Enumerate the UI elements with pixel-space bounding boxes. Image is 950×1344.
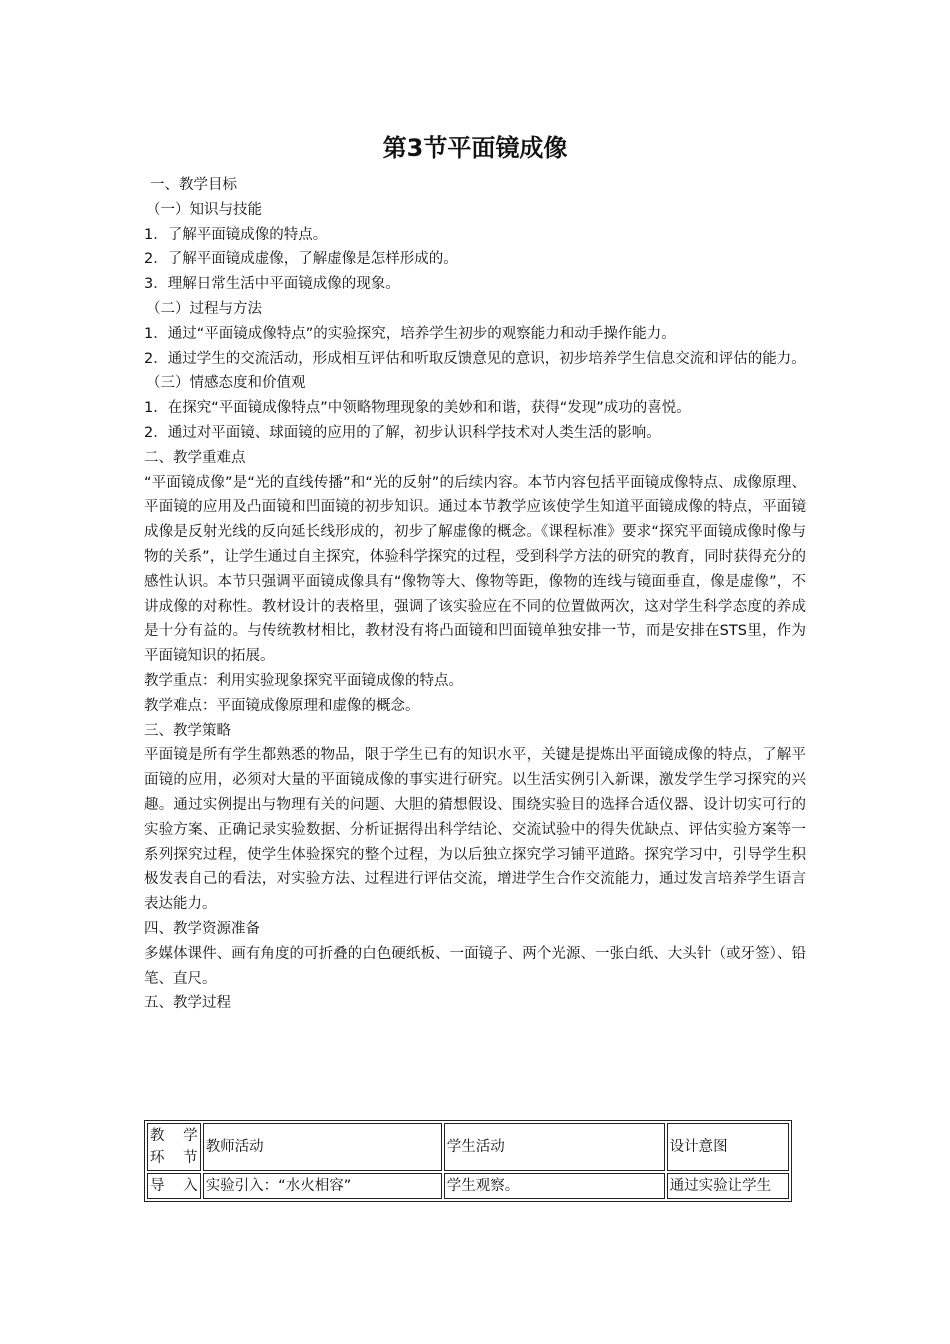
subheading-attitude: （三）情感态度和价值观 [146, 375, 306, 392]
subheading-knowledge: （一）知识与技能 [146, 201, 262, 218]
section-heading-objectives: 一、教学目标 [150, 177, 237, 193]
table-header-cell [147, 1123, 201, 1171]
document-title: 第3节平面镜成像 [382, 134, 568, 162]
table-cell: 通过实验让学生 [667, 1173, 789, 1199]
document-body [144, 173, 806, 1016]
paragraph: 1．在探究“平面镜成像特点”中领略物理现象的美妙和和谐，获得“发现”成功的喜悦。 [144, 400, 691, 417]
paragraph: 2．通过对平面镜、球面镜的应用的了解，初步认识科学技术对人类生活的影响。 [144, 424, 661, 441]
paragraph: 1．了解平面镜成像的特点。 [144, 226, 328, 243]
table-cell: 导 入 [147, 1173, 201, 1199]
table-header-cell: 学生活动 [444, 1123, 665, 1171]
paragraph: 2．通过学生的交流活动，形成相互评估和听取反馈意见的意识，初步培养学生信息交流和评估的能力。 [144, 350, 806, 367]
table-cell: 学生观察。 [444, 1173, 665, 1199]
paragraph: 2．了解平面镜成虚像，了解虚像是怎样形成的。 [144, 251, 458, 268]
paragraph: 1．通过“平面镜成像特点”的实验探究，培养学生初步的观察能力和动手操作能力。 [144, 325, 676, 342]
section-heading-strategy: 三、教学策略 [144, 722, 231, 739]
paragraph: 教学难点：平面镜成像原理和虚像的概念。 [144, 697, 420, 714]
header-text: 环节 [150, 1150, 198, 1166]
paragraph: 多媒体课件、画有角度的可折叠的白色硬纸板、一面镜子、两个光源、一张白纸、大头针（或牙签）、铅笔、直尺。 [144, 945, 806, 987]
table-header-row [147, 1123, 789, 1171]
paragraph: “平面镜成像”是“光的直线传播”和“光的反射”的后续内容。本节内容包括平面镜成像特点、成像原理、平面镜的应用及凸面镜和凹面镜的初步知识。通过本节教学应该使学生知道平面镜成像的特点，平面镜成像是反射光线的反向延长线形成的，初步了解虚像的概念。《课程标准》要求“探究平面镜成像时像与物的关系”，让学生通过自主探究，体验科学探究的过程，受到科学方法的研究的教育，同时获得充分的感性认识。本节只强调平面镜成像具有“像物等大、像物等距，像物的连线与镜面垂直，像是虚像”，不讲成像的对称性。教材设计的表格里，强调了该实验应在不同的位置做两次，这对学生科学态度的养成是十分有益的。与传统教材相比，教材没有将凸面镜和凹面镜单独安排一节，而是安排在STS里，作为平面镜知识的拓展。 [144, 474, 806, 665]
table-cell: 实验引入：“水火相容” [203, 1173, 442, 1199]
paragraph: 教学重点：利用实验现象探究平面镜成像的特点。 [144, 672, 463, 689]
section-heading-key-points: 二、教学重难点 [144, 449, 246, 466]
table-row [147, 1173, 789, 1199]
teaching-process-table [144, 1120, 792, 1202]
table-header-cell: 教师活动 [203, 1123, 442, 1171]
subheading-process: （二）过程与方法 [146, 300, 262, 317]
table-header-cell: 设计意图 [667, 1123, 789, 1171]
section-heading-process: 五、教学过程 [144, 995, 231, 1012]
section-heading-resources: 四、教学资源准备 [144, 920, 260, 937]
paragraph: 3．理解日常生活中平面镜成像的现象。 [144, 276, 400, 293]
header-text: 教 学 [150, 1128, 198, 1144]
paragraph: 平面镜是所有学生都熟悉的物品，限于学生已有的知识水平，关键是提炼出平面镜成像的特点，了解平面镜的应用，必须对大量的平面镜成像的事实进行研究。以生活实例引入新课，激发学生学习探究的兴趣。通过实例提出与物理有关的问题、大胆的猜想假设、围绕实验目的选择合适仪器、设计切实可行的实验方案、正确记录实验数据、分析证据得出科学结论、交流试验中的得失优缺点、评估实验方案等一系列探究过程，使学生体验探究的整个过程，为以后独立探究学习铺平道路。探究学习中，引导学生积极发表自己的看法，对实验方法、过程进行评估交流，增进学生合作交流能力，通过发言培养学生语言表达能力。 [144, 747, 806, 913]
